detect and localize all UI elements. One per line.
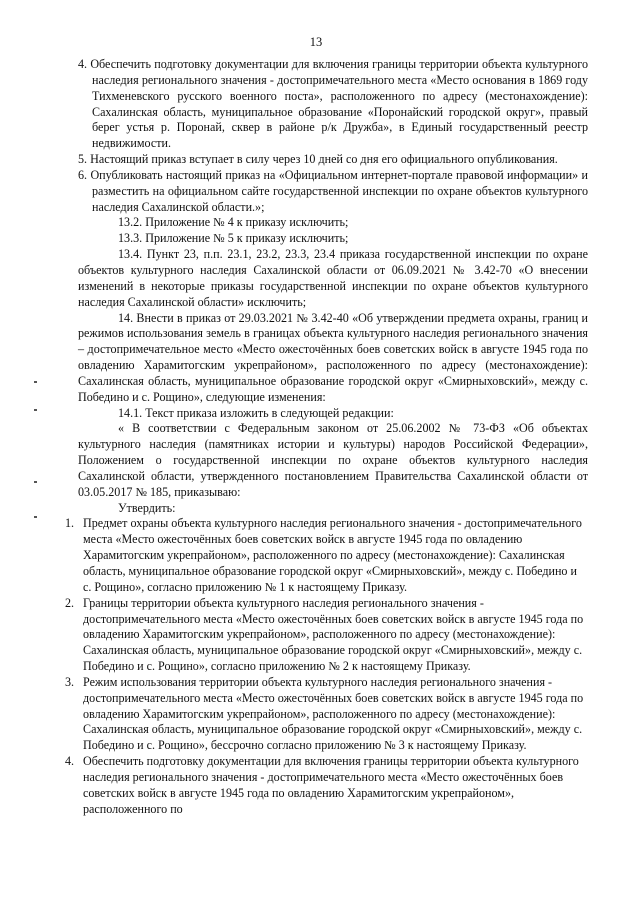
- paragraph-approve: Утвердить:: [118, 500, 176, 515]
- list-item: 3. Режим использования территории объекта культурного наследия регионального значения - достопримечательного места «Место ожесточённых боев советских войск в августе 1945 года по овладению Харамитогским укрепрайоном», расположенного по адресу (местонахождение): Сахалинская область, муниципальное образование городской округ «Смирныховский», между с. Победино и с. Рощино», бессрочно согласно приложению № 3 к настоящему Приказу.: [65, 674, 584, 753]
- paragraph-14: 14. Внести в приказ от 29.03.2021 № 3.42-40 «Об утверждении предмета охраны, границ и режимов использования земель в границах объекта культурного наследия регионального значения – достопримечательное место «Место ожесточённых боев советских войск в августе 1945 года по овладению Харамитогским укрепрайоном», расположенного по адресу (местонахождение): Сахалинская область, муниципальное образование городской округ «Смирныховский», между с. Победино и с. Рощино», следующие изменения:: [78, 310, 588, 404]
- paragraph-13-4: 13.4. Пункт 23, п.п. 23.1, 23.2, 23.3, 23.4 приказа государственной инспекции по охране объектов культурного наследия Сахалинской области от 06.09.2021 № 3.42-70 «О внесении изменений в некоторые приказы государственной инспекции по охране объектов культурного наследия Сахалинской области» исключить;: [78, 247, 588, 309]
- approval-list: [65, 516, 588, 817]
- scan-mark: [34, 516, 37, 518]
- document-body: [65, 57, 588, 818]
- paragraph-quote: « В соответствии с Федеральным законом от 25.06.2002 № 73-ФЗ «Об объектах культурного наследия (памятниках истории и культуры) народов Российской Федерации», Положением о государственной инспекции по охране объектов культурного наследия Сахалинской области, утвержденного постановлением Правительства Сахалинской области от 03.05.2017 № 185, приказываю:: [78, 421, 588, 499]
- list-item: 1. Предмет охраны объекта культурного наследия регионального значения - достопримечательного места «Место ожесточённых боев советских войск в августе 1945 года по овладению Харамитогским укрепрайоном», расположенного по адресу (местонахождение): Сахалинская область, муниципальное образование городской округ «Смирныховский», между с. Победино и с. Рощино», согласно приложению № 1 к настоящему Приказу.: [65, 516, 582, 594]
- paragraph-13-3: 13.3. Приложение № 5 к приказу исключить;: [118, 231, 349, 246]
- scan-mark: [34, 409, 37, 411]
- list-item: 2. Границы территории объекта культурного наследия регионального значения - достопримечательного места «Место ожесточённых боев советских войск в августе 1945 года по овладению Харамитогским укрепрайоном», расположенного по адресу (местонахождение): Сахалинская область, муниципальное образование городской округ «Смирныховский», между с. Победино и с. Рощино», согласно приложению № 2 к настоящему Приказу.: [65, 595, 584, 674]
- paragraph-14-1: 14.1. Текст приказа изложить в следующей редакции:: [118, 405, 394, 420]
- list-item: 4. Обеспечить подготовку документации для включения границы территории объекта культурного наследия регионального значения - достопримечательного места «Место ожесточённых боев советских войск в августе 1945 года по овладению Харамитогским укрепрайоном», расположенного по: [65, 754, 579, 816]
- scan-mark: [34, 381, 37, 383]
- paragraph-item-4: 4. Обеспечить подготовку документации для включения границы территории объекта культурного наследия регионального значения - достопримечательного места «Место основания в 1869 году Тихменевского русского военного поста», расположенного по адресу (местонахождение): Сахалинская область, муниципальное образование «Поронайский городской округ», правый берег устья р. Поронай, сквер в районе р/к Дружба», в Единый государственный реестр недвижимости.: [78, 57, 588, 151]
- scan-mark: [34, 481, 37, 483]
- page-number: 13: [309, 35, 323, 49]
- paragraph-13-2: 13.2. Приложение № 4 к приказу исключить;: [118, 215, 349, 230]
- paragraph-item-5: 5. Настоящий приказ вступает в силу через 10 дней со дня его официального опубликования.: [78, 152, 558, 167]
- paragraph-item-6: 6. Опубликовать настоящий приказ на «Официальном интернет-портале правовой информации» и разместить на официальном сайте государственной инспекции по охране объектов культурного наследия Сахалинской области.»;: [78, 167, 588, 214]
